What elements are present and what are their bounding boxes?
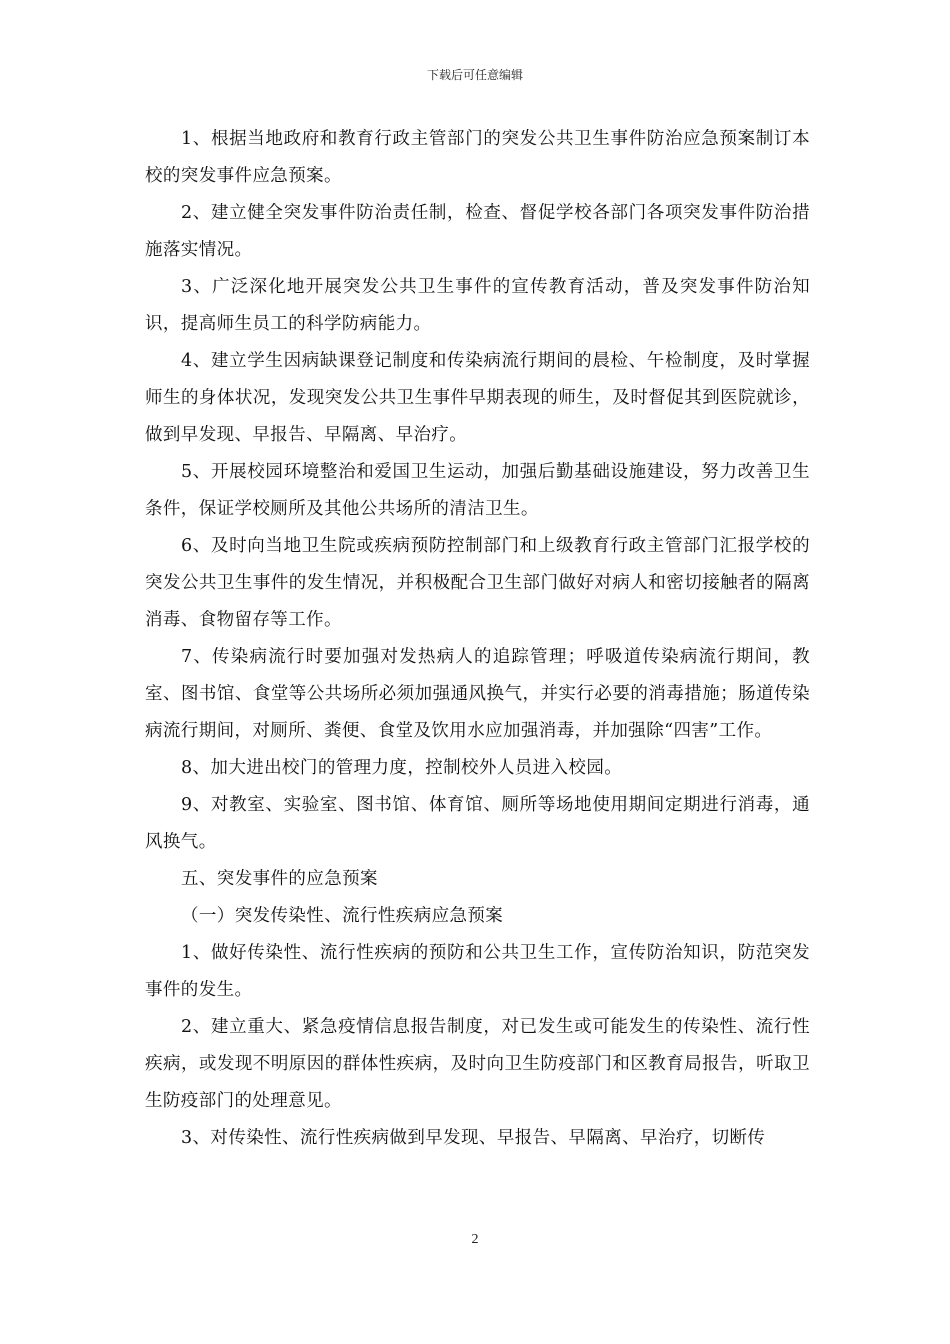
section-heading: 五、突发事件的应急预案: [181, 869, 378, 889]
paragraph: 8、加大进出校门的管理力度，控制校外人员进入校园。: [181, 758, 623, 778]
paragraph: 2、建立重大、紧急疫情信息报告制度，对已发生或可能发生的传染性、流行性疾病，或发现不明原因的群体性疾病，及时向卫生防疫部门和区教育局报告，听取卫生防疫部门的处理意见。: [145, 1017, 810, 1111]
page-header: 下载后可任意编辑: [426, 68, 523, 82]
paragraph: 5、开展校园环境整治和爱国卫生运动，加强后勤基础设施建设，努力改善卫生条件，保证学校厕所及其他公共场所的清洁卫生。: [145, 462, 810, 519]
paragraph: 4、建立学生因病缺课登记制度和传染病流行期间的晨检、午检制度，及时掌握师生的身体状况，发现突发公共卫生事件早期表现的师生，及时督促其到医院就诊，做到早发现、早报告、早隔离、早治疗。: [145, 351, 810, 445]
paragraph: 6、及时向当地卫生院或疾病预防控制部门和上级教育行政主管部门汇报学校的突发公共卫生事件的发生情况，并积极配合卫生部门做好对病人和密切接触者的隔离消毒、食物留存等工作。: [145, 536, 810, 630]
paragraph: 1、根据当地政府和教育行政主管部门的突发公共卫生事件防治应急预案制订本校的突发事件应急预案。: [145, 129, 810, 186]
paragraph: 2、建立健全突发事件防治责任制，检查、督促学校各部门各项突发事件防治措施落实情况。: [145, 203, 810, 260]
paragraph: 7、传染病流行时要加强对发热病人的追踪管理；呼吸道传染病流行期间，教室、图书馆、食堂等公共场所必须加强通风换气，并实行必要的消毒措施；肠道传染病流行期间，对厕所、粪便、食堂及饮用水应加强消毒，并加强除“四害”工作。: [145, 647, 810, 741]
paragraph: 3、对传染性、流行性疾病做到早发现、早报告、早隔离、早治疗，切断传: [181, 1128, 766, 1148]
paragraph: 3、广泛深化地开展突发公共卫生事件的宣传教育活动，普及突发事件防治知识，提高师生员工的科学防病能力。: [145, 277, 810, 334]
page-number: 2: [471, 1232, 479, 1247]
subsection-heading: （一）突发传染性、流行性疾病应急预案: [181, 906, 504, 926]
paragraph: 1、做好传染性、流行性疾病的预防和公共卫生工作，宣传防治知识，防范突发事件的发生。: [145, 943, 810, 1000]
document-body: [145, 121, 810, 1157]
paragraph: 9、对教室、实验室、图书馆、体育馆、厕所等场地使用期间定期进行消毒，通风换气。: [145, 795, 810, 852]
